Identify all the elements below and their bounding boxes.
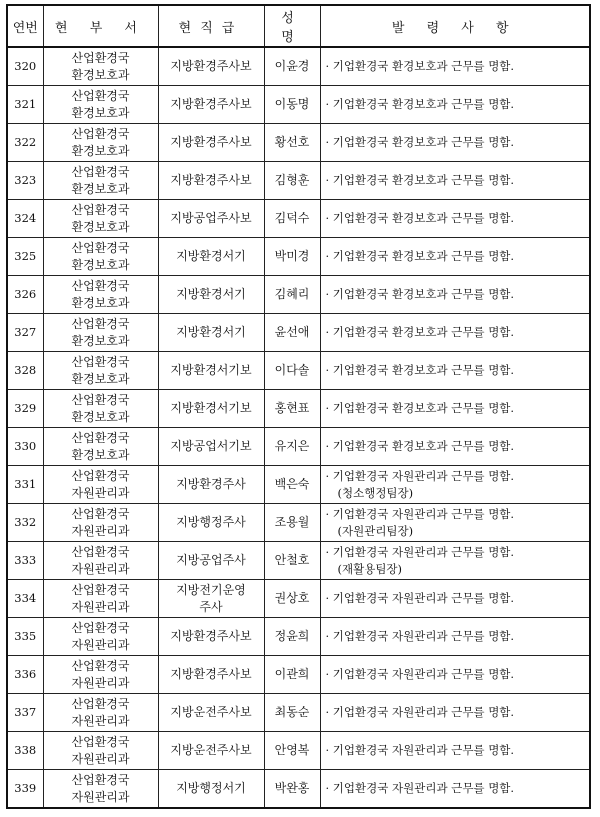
order-text: · 기업환경국 환경보호과 근무를 명함. xyxy=(325,135,515,149)
department-bureau: 산업환경국 xyxy=(71,202,130,217)
current-department xyxy=(43,770,158,809)
current-grade xyxy=(158,200,264,238)
row-number: 331 xyxy=(7,466,43,504)
current-grade xyxy=(158,466,264,504)
header-no: 연번 xyxy=(7,5,43,47)
department-division: 환경보호과 xyxy=(71,105,130,120)
department-bureau: 산업환경국 xyxy=(71,126,130,141)
appointment-order xyxy=(320,200,590,238)
order-text: · 기업환경국 환경보호과 근무를 명함. xyxy=(325,211,515,225)
department-bureau: 산업환경국 xyxy=(71,544,130,559)
department-division: 자원관리과 xyxy=(71,637,130,652)
department-bureau: 산업환경국 xyxy=(71,468,130,483)
row-number: 338 xyxy=(7,732,43,770)
appointment-order xyxy=(320,466,590,504)
table-row xyxy=(7,656,590,694)
current-grade xyxy=(158,694,264,732)
grade-line: 지방환경주사보 xyxy=(170,667,252,681)
grade-line: 지방공업주사보 xyxy=(170,211,252,225)
order-text: · 기업환경국 자원관리과 근무를 명함. xyxy=(325,544,515,559)
order-text: · 기업환경국 자원관리과 근무를 명함. xyxy=(325,667,515,681)
current-grade xyxy=(158,504,264,542)
current-grade xyxy=(158,47,264,86)
order-position-note: (자원관리팀장) xyxy=(337,523,414,538)
row-number: 333 xyxy=(7,542,43,580)
row-number: 334 xyxy=(7,580,43,618)
order-text: · 기업환경국 자원관리과 근무를 명함. xyxy=(325,629,515,643)
appointment-order xyxy=(320,47,590,86)
person-name: 김혜리 xyxy=(264,276,320,314)
current-grade xyxy=(158,656,264,694)
table-row xyxy=(7,314,590,352)
department-division: 환경보호과 xyxy=(71,181,130,196)
person-name: 권상호 xyxy=(264,580,320,618)
grade-line: 지방운전주사보 xyxy=(170,743,252,757)
header-dept: 현 부 서 xyxy=(43,5,158,47)
current-grade xyxy=(158,542,264,580)
table-row xyxy=(7,542,590,580)
row-number: 324 xyxy=(7,200,43,238)
department-division: 자원관리과 xyxy=(71,675,130,690)
department-division: 자원관리과 xyxy=(71,789,130,804)
person-name: 백은숙 xyxy=(264,466,320,504)
current-department xyxy=(43,352,158,390)
current-grade xyxy=(158,238,264,276)
current-department xyxy=(43,428,158,466)
appointment-order xyxy=(320,276,590,314)
grade-line: 지방전기운영 xyxy=(176,582,246,597)
table-row xyxy=(7,694,590,732)
grade-line: 지방환경서기보 xyxy=(170,363,252,377)
department-division: 환경보호과 xyxy=(71,295,130,310)
person-name: 이윤경 xyxy=(264,47,320,86)
current-grade xyxy=(158,86,264,124)
table-row xyxy=(7,428,590,466)
grade-line: 지방환경주사보 xyxy=(170,97,252,111)
grade-line: 지방환경서기보 xyxy=(170,401,252,415)
current-grade xyxy=(158,770,264,809)
department-bureau: 산업환경국 xyxy=(71,734,130,749)
person-name: 조용월 xyxy=(264,504,320,542)
department-bureau: 산업환경국 xyxy=(71,582,130,597)
table-row xyxy=(7,238,590,276)
row-number: 327 xyxy=(7,314,43,352)
current-department xyxy=(43,732,158,770)
order-text: · 기업환경국 환경보호과 근무를 명함. xyxy=(325,287,515,301)
current-department xyxy=(43,86,158,124)
person-name: 홍현표 xyxy=(264,390,320,428)
department-bureau: 산업환경국 xyxy=(71,316,130,331)
current-grade xyxy=(158,618,264,656)
header-grade: 현직급 xyxy=(158,5,264,47)
appointment-order xyxy=(320,238,590,276)
row-number: 328 xyxy=(7,352,43,390)
department-division: 자원관리과 xyxy=(71,599,130,614)
person-name: 윤선애 xyxy=(264,314,320,352)
current-department xyxy=(43,504,158,542)
table-row xyxy=(7,732,590,770)
table-body xyxy=(7,47,590,808)
current-department xyxy=(43,124,158,162)
table-row xyxy=(7,162,590,200)
department-division: 환경보호과 xyxy=(71,371,130,386)
grade-line: 지방환경서기 xyxy=(176,287,246,301)
grade-line: 지방행정서기 xyxy=(176,781,246,795)
appointment-order xyxy=(320,656,590,694)
appointment-order xyxy=(320,580,590,618)
current-grade xyxy=(158,732,264,770)
grade-line: 지방운전주사보 xyxy=(170,705,252,719)
grade-line: 지방환경주사보 xyxy=(170,173,252,187)
department-bureau: 산업환경국 xyxy=(71,392,130,407)
department-bureau: 산업환경국 xyxy=(71,88,130,103)
department-bureau: 산업환경국 xyxy=(71,772,130,787)
person-name: 유지은 xyxy=(264,428,320,466)
current-department xyxy=(43,238,158,276)
person-name: 이관희 xyxy=(264,656,320,694)
current-department xyxy=(43,200,158,238)
row-number: 320 xyxy=(7,47,43,86)
grade-line-2: 주사 xyxy=(199,599,223,614)
order-text: · 기업환경국 환경보호과 근무를 명함. xyxy=(325,249,515,263)
order-text: · 기업환경국 자원관리과 근무를 명함. xyxy=(325,506,515,521)
grade-line: 지방환경주사보 xyxy=(170,135,252,149)
person-name: 김형훈 xyxy=(264,162,320,200)
department-division: 자원관리과 xyxy=(71,713,130,728)
current-grade xyxy=(158,276,264,314)
appointment-order xyxy=(320,770,590,809)
table-row xyxy=(7,580,590,618)
appointment-order xyxy=(320,542,590,580)
person-name: 안영복 xyxy=(264,732,320,770)
order-text: · 기업환경국 자원관리과 근무를 명함. xyxy=(325,705,515,719)
department-division: 환경보호과 xyxy=(71,67,130,82)
grade-line: 지방공업서기보 xyxy=(170,439,252,453)
grade-line: 지방행정주사 xyxy=(176,515,246,529)
row-number: 326 xyxy=(7,276,43,314)
header-row xyxy=(7,5,590,47)
department-bureau: 산업환경국 xyxy=(71,620,130,635)
appointment-order xyxy=(320,428,590,466)
person-name: 김덕수 xyxy=(264,200,320,238)
order-text: · 기업환경국 환경보호과 근무를 명함. xyxy=(325,173,515,187)
appointment-order xyxy=(320,504,590,542)
table-row xyxy=(7,770,590,809)
table-row xyxy=(7,618,590,656)
department-division: 환경보호과 xyxy=(71,143,130,158)
row-number: 337 xyxy=(7,694,43,732)
row-number: 335 xyxy=(7,618,43,656)
current-department xyxy=(43,542,158,580)
row-number: 332 xyxy=(7,504,43,542)
person-name: 박완홍 xyxy=(264,770,320,809)
person-name: 박미경 xyxy=(264,238,320,276)
grade-line: 지방환경주사보 xyxy=(170,629,252,643)
row-number: 325 xyxy=(7,238,43,276)
department-bureau: 산업환경국 xyxy=(71,278,130,293)
table-row xyxy=(7,47,590,86)
order-text: · 기업환경국 자원관리과 근무를 명함. xyxy=(325,468,515,483)
current-grade xyxy=(158,580,264,618)
person-name: 정윤희 xyxy=(264,618,320,656)
department-division: 환경보호과 xyxy=(71,447,130,462)
order-text: · 기업환경국 자원관리과 근무를 명함. xyxy=(325,591,515,605)
person-name: 황선호 xyxy=(264,124,320,162)
appointment-order xyxy=(320,694,590,732)
appointment-order xyxy=(320,86,590,124)
header-order: 발 령 사 항 xyxy=(320,5,590,47)
department-division: 자원관리과 xyxy=(71,485,130,500)
person-name: 이다솔 xyxy=(264,352,320,390)
current-department xyxy=(43,656,158,694)
current-grade xyxy=(158,390,264,428)
order-text: · 기업환경국 자원관리과 근무를 명함. xyxy=(325,743,515,757)
order-text: · 기업환경국 환경보호과 근무를 명함. xyxy=(325,325,515,339)
department-division: 환경보호과 xyxy=(71,257,130,272)
appointment-order xyxy=(320,618,590,656)
person-name: 이동명 xyxy=(264,86,320,124)
row-number: 339 xyxy=(7,770,43,809)
appointment-order xyxy=(320,352,590,390)
grade-line: 지방환경서기 xyxy=(176,325,246,339)
grade-line: 지방공업주사 xyxy=(176,553,246,567)
current-grade xyxy=(158,352,264,390)
grade-line: 지방환경주사보 xyxy=(170,59,252,73)
row-number: 330 xyxy=(7,428,43,466)
row-number: 322 xyxy=(7,124,43,162)
current-department xyxy=(43,618,158,656)
order-text: · 기업환경국 환경보호과 근무를 명함. xyxy=(325,401,515,415)
current-department xyxy=(43,694,158,732)
personnel-table xyxy=(6,4,591,809)
appointment-order xyxy=(320,124,590,162)
department-bureau: 산업환경국 xyxy=(71,658,130,673)
department-bureau: 산업환경국 xyxy=(71,696,130,711)
appointment-order xyxy=(320,314,590,352)
table-row xyxy=(7,276,590,314)
department-division: 자원관리과 xyxy=(71,523,130,538)
appointment-order xyxy=(320,390,590,428)
table-row xyxy=(7,504,590,542)
department-bureau: 산업환경국 xyxy=(71,164,130,179)
row-number: 336 xyxy=(7,656,43,694)
order-text: · 기업환경국 자원관리과 근무를 명함. xyxy=(325,781,515,795)
department-bureau: 산업환경국 xyxy=(71,354,130,369)
person-name: 안철호 xyxy=(264,542,320,580)
department-bureau: 산업환경국 xyxy=(71,240,130,255)
department-division: 자원관리과 xyxy=(71,561,130,576)
order-text: · 기업환경국 환경보호과 근무를 명함. xyxy=(325,59,515,73)
table-row xyxy=(7,390,590,428)
current-department xyxy=(43,390,158,428)
current-grade xyxy=(158,428,264,466)
table-row xyxy=(7,466,590,504)
department-bureau: 산업환경국 xyxy=(71,506,130,521)
header-name: 성 명 xyxy=(264,5,320,47)
current-grade xyxy=(158,162,264,200)
appointment-order xyxy=(320,732,590,770)
table-row xyxy=(7,352,590,390)
table-row xyxy=(7,86,590,124)
order-text: · 기업환경국 환경보호과 근무를 명함. xyxy=(325,363,515,377)
department-division: 환경보호과 xyxy=(71,219,130,234)
department-bureau: 산업환경국 xyxy=(71,50,130,65)
grade-line: 지방환경서기 xyxy=(176,249,246,263)
order-position-note: (청소행정팀장) xyxy=(337,485,414,500)
table-row xyxy=(7,200,590,238)
department-division: 환경보호과 xyxy=(71,409,130,424)
row-number: 323 xyxy=(7,162,43,200)
personnel-order-sheet xyxy=(6,4,591,809)
grade-line: 지방환경주사 xyxy=(176,477,246,491)
current-department xyxy=(43,580,158,618)
person-name: 최동순 xyxy=(264,694,320,732)
row-number: 321 xyxy=(7,86,43,124)
current-grade xyxy=(158,124,264,162)
row-number: 329 xyxy=(7,390,43,428)
current-department xyxy=(43,162,158,200)
table-row xyxy=(7,124,590,162)
current-department xyxy=(43,466,158,504)
current-department xyxy=(43,47,158,86)
current-department xyxy=(43,276,158,314)
order-position-note: (재활용팀장) xyxy=(337,561,403,576)
department-division: 자원관리과 xyxy=(71,751,130,766)
current-grade xyxy=(158,314,264,352)
department-bureau: 산업환경국 xyxy=(71,430,130,445)
order-text: · 기업환경국 환경보호과 근무를 명함. xyxy=(325,439,515,453)
department-division: 환경보호과 xyxy=(71,333,130,348)
appointment-order xyxy=(320,162,590,200)
current-department xyxy=(43,314,158,352)
order-text: · 기업환경국 환경보호과 근무를 명함. xyxy=(325,97,515,111)
